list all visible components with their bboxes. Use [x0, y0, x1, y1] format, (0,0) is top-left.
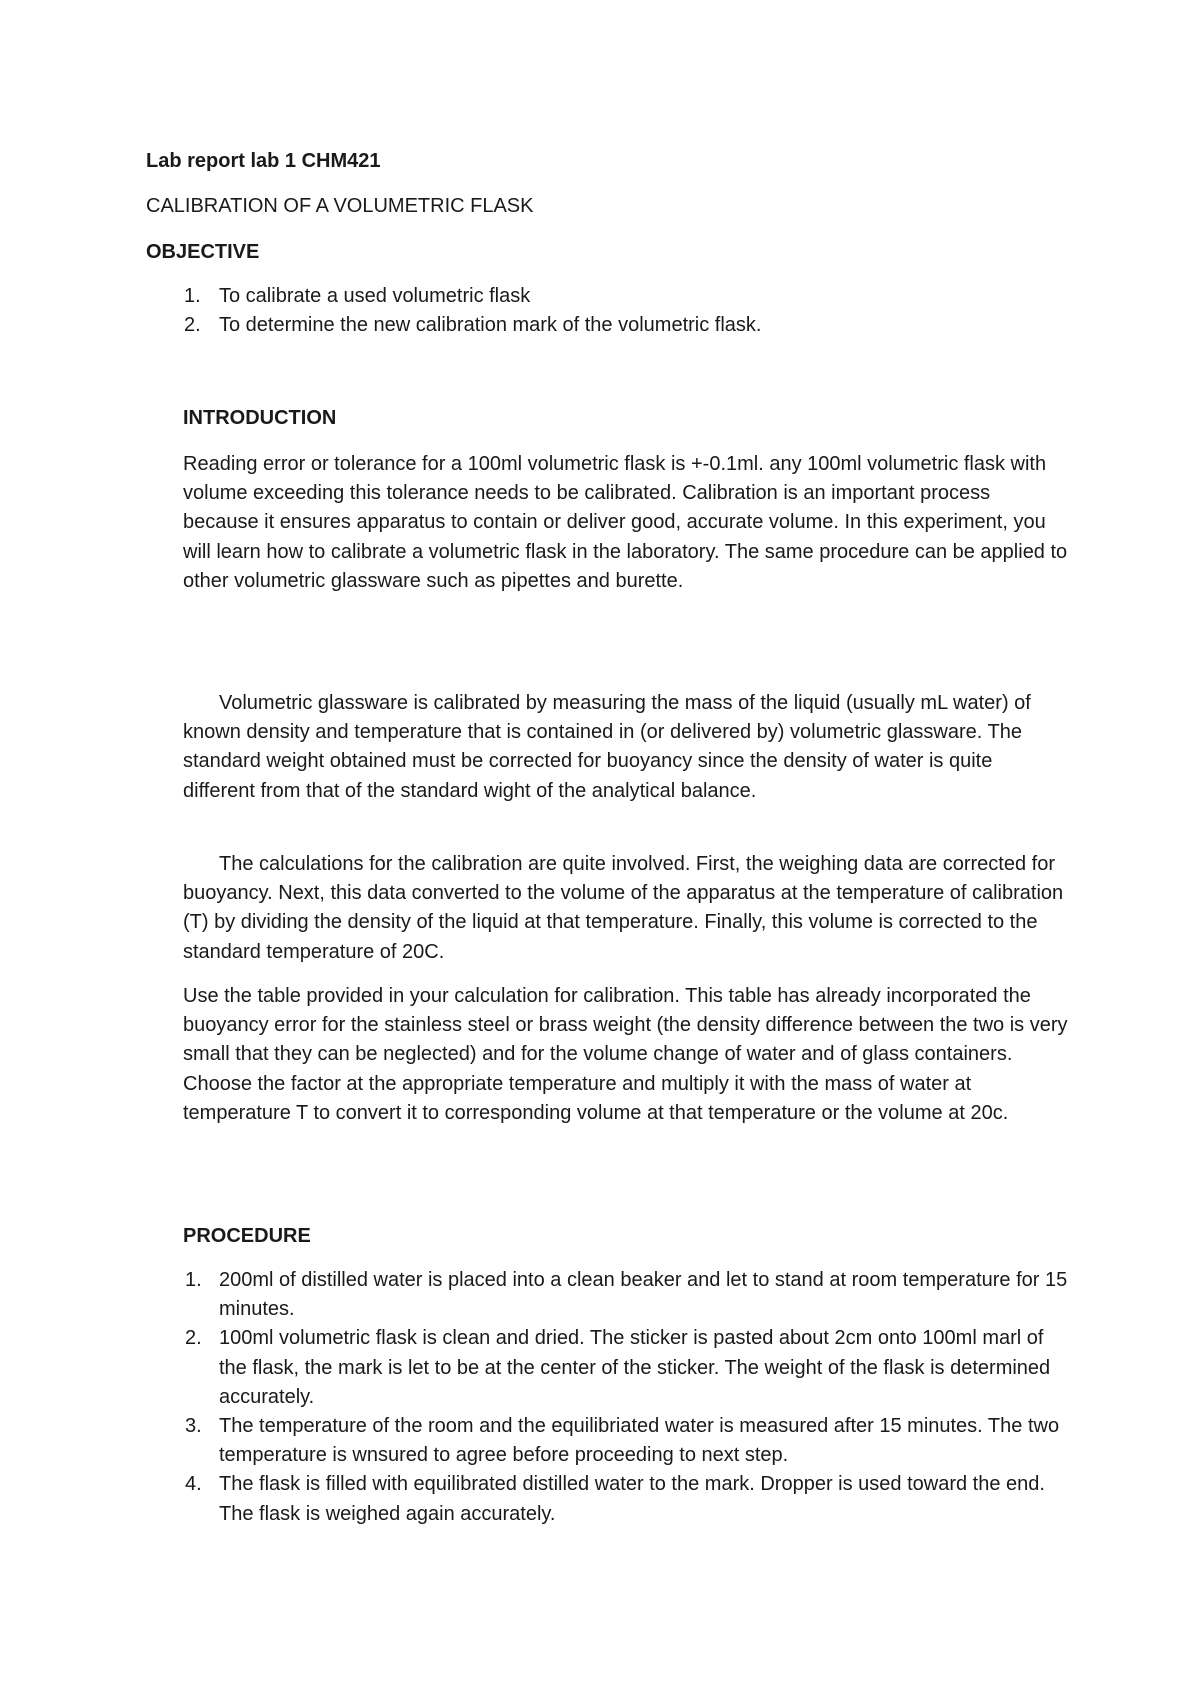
objective-heading: OBJECTIVE [146, 241, 260, 263]
list-item [146, 311, 1066, 340]
list-item-number: 1. [184, 285, 201, 307]
list-item-text: To determine the new calibration mark of the volumetric flask. [219, 314, 762, 336]
list-item [146, 282, 1066, 311]
procedure-heading: PROCEDURE [183, 1225, 311, 1247]
document-subtitle: CALIBRATION OF A VOLUMETRIC FLASK [146, 195, 534, 217]
list-item [183, 1324, 1068, 1412]
procedure-list [183, 1266, 1068, 1529]
list-item-text: 100ml volumetric flask is clean and dried. The sticker is pasted about 2cm onto 100ml marl of the flask, the mark is let to be at the center of the sticker. The weight of the flask is determined accurately. [219, 1327, 1051, 1408]
list-item-text: 200ml of distilled water is placed into a clean beaker and let to stand at room temperature for 15 minutes. [219, 1269, 1068, 1321]
list-item-number: 3. [185, 1415, 202, 1438]
list-item-text: To calibrate a used volumetric flask [219, 285, 531, 307]
list-item [183, 1412, 1068, 1470]
introduction-paragraph: Use the table provided in your calculation for calibration. This table has already incorporated the buoyancy error for the stainless steel or brass weight (the density difference between the two is very small that they can be neglected) and for the volume change of water and of glass containers. Choose the factor at the appropriate temperature and multiply it with the mass of water at temperature T to convert it to corresponding volume at that temperature or the volume at 20c. [183, 985, 1068, 1124]
list-item-number: 1. [185, 1269, 202, 1291]
list-item-number: 2. [185, 1327, 202, 1350]
list-item [183, 1266, 1068, 1324]
list-item-text: The temperature of the room and the equilibriated water is measured after 15 minutes. The two temperature is wnsured to agree before proceeding to next step. [219, 1415, 1060, 1467]
introduction-paragraph: Reading error or tolerance for a 100ml volumetric flask is +-0.1ml. any 100ml volumetric flask with volume exceeding this tolerance needs to be calibrated. Calibration is an important process because it ensures apparatus to contain or deliver good, accurate volume. In this experiment, you will learn how to calibrate a volumetric flask in the laboratory. The same procedure can be applied to other volumetric glassware such as pipettes and burette. [183, 453, 1068, 592]
introduction-heading: INTRODUCTION [183, 407, 337, 429]
list-item [183, 1470, 1068, 1528]
document-title: Lab report lab 1 CHM421 [146, 150, 381, 172]
objective-list [146, 282, 1066, 340]
list-item-number: 4. [185, 1473, 202, 1496]
list-item-text: The flask is filled with equilibrated distilled water to the mark. Dropper is used toward the end. The flask is weighed again accurately. [219, 1473, 1045, 1525]
list-item-number: 2. [184, 314, 201, 336]
introduction-paragraph: Volumetric glassware is calibrated by measuring the mass of the liquid (usually mL water) of known density and temperature that is contained in (or delivered by) volumetric glassware. The standard weight obtained must be corrected for buoyancy since the density of water is quite different from that of the standard wight of the analytical balance. [183, 692, 1031, 802]
introduction-paragraph: The calculations for the calibration are quite involved. First, the weighing data are corrected for buoyancy. Next, this data converted to the volume of the apparatus at the temperature of calibration (T) by dividing the density of the liquid at that temperature. Finally, this volume is corrected to the standard temperature of 20C. [183, 853, 1064, 963]
